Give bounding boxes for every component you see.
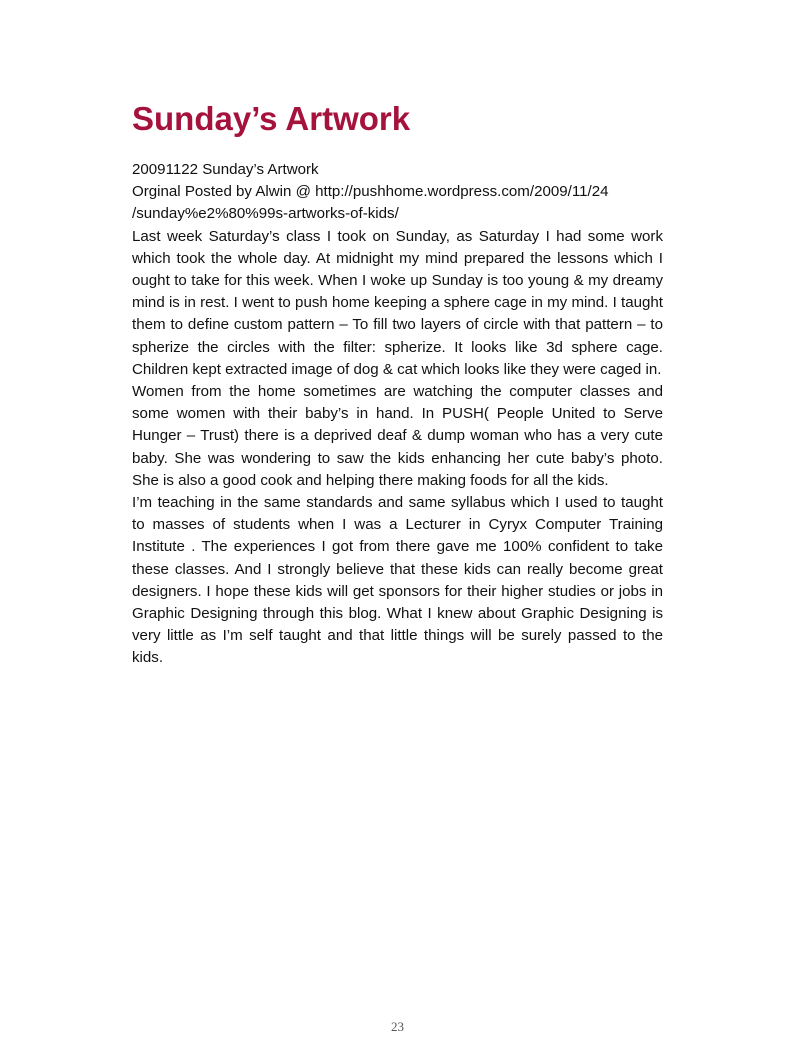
- paragraph-3: I’m teaching in the same standards and same syllabus which I used to taught to masses of students when I was a Lecturer in Cyryx Computer Training Institute . The experiences I got from there gave me 100% confident to take these classes. And I strongly believe that these kids can really become great designers. I hope these kids will get sponsors for their higher studies or jobs in Graphic Designing through this blog. What I knew about Graphic Designing is very little as I’m self taught and that little things will be surely passed to the kids.: [132, 494, 663, 667]
- page-number: 23: [391, 1019, 404, 1034]
- date-line: 20091122 Sunday’s Artwork: [132, 161, 319, 178]
- page-title: Sunday’s Artwork: [132, 100, 411, 137]
- posted-by-line: Orginal Posted by Alwin @ http://pushhome.wordpress.com/2009/11/24: [132, 183, 609, 201]
- paragraph-1: Last week Saturday’s class I took on Sunday, as Saturday I had some work which took the whole day. At midnight my mind prepared the lessons which I ought to take for this week. When I woke up Sunday is too young & my dreamy mind is in rest. I went to push home keeping a sphere cage in my mind. I taught them to define custom pattern – To fill two layers of circle with that pattern – to spherize the circles with the filter: spherize. It looks like 3d sphere cage. Children kept extracted image of dog & cat which looks like they were caged in.: [132, 227, 663, 378]
- article-body: [132, 159, 663, 670]
- paragraph-2: Women from the home sometimes are watching the computer classes and some women with their baby’s in hand. In PUSH( People United to Serve Hunger – Trust) there is a deprived deaf & dump woman who has a very cute baby. She was wondering to saw the kids enhancing her cute baby’s photo. She is also a good cook and helping there making foods for all the kids.: [132, 383, 663, 489]
- source-url-line: /sunday%e2%80%99s-artworks-of-kids/: [132, 205, 399, 223]
